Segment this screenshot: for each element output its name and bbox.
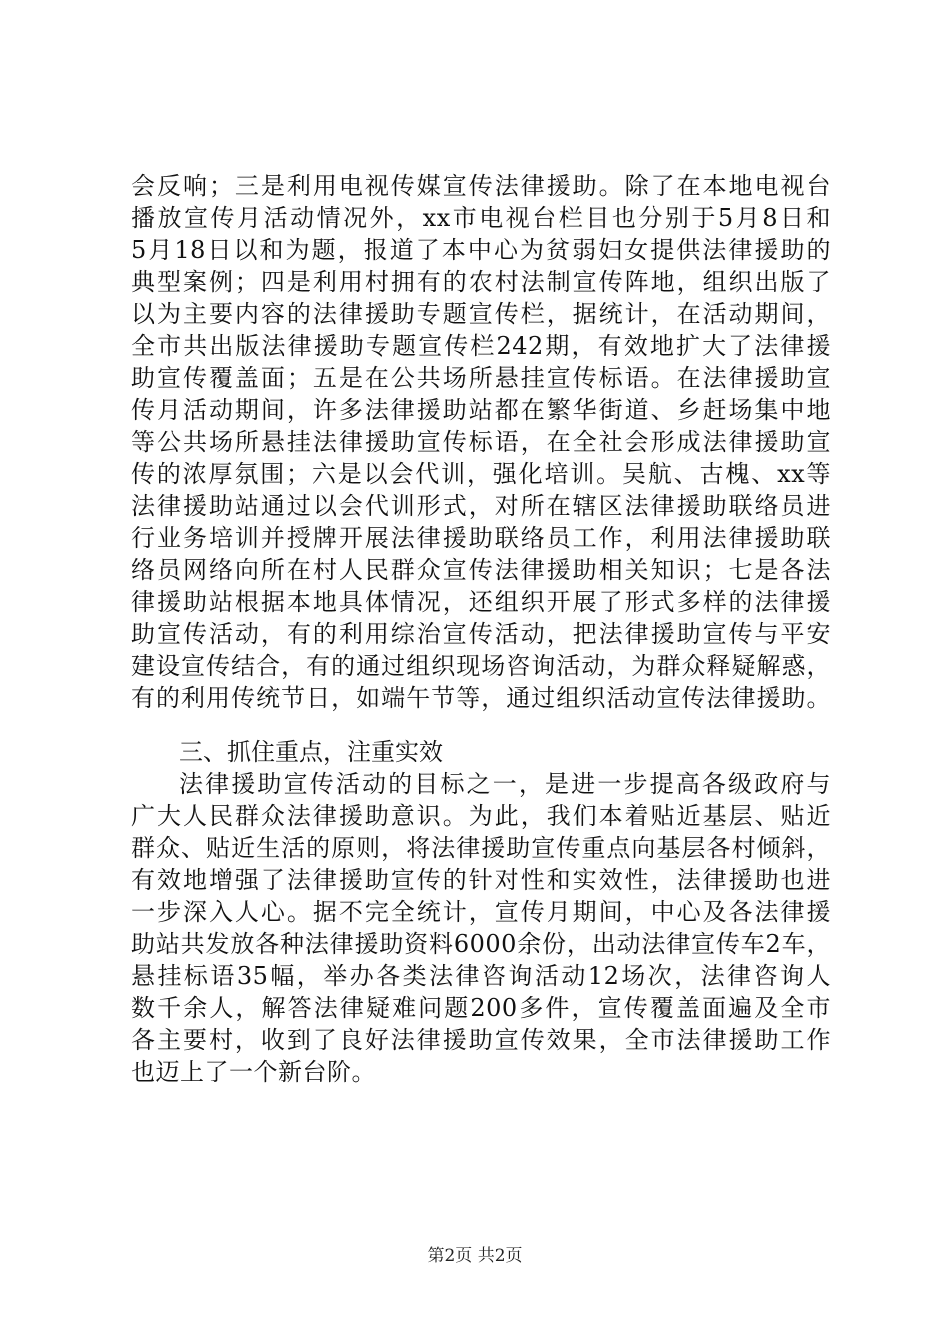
text-line: 建设宣传结合，有的通过组织现场咨询活动，为群众释疑解惑， — [131, 652, 831, 680]
text-line: 也迈上了一个新台阶。 — [131, 1058, 376, 1086]
section-3-paragraph — [131, 768, 831, 1088]
text-line: 悬挂标语35幅，举办各类法律咨询活动12场次，法律咨询人 — [131, 962, 831, 990]
text-line: 助站共发放各种法律援助资料6000余份，出动法律宣传车2车， — [131, 930, 831, 958]
text-line: 广大人民群众法律援助意识。为此，我们本着贴近基层、贴近 — [131, 802, 831, 830]
text-line: 律援助站根据本地具体情况，还组织开展了形式多样的法律援 — [131, 588, 831, 616]
text-line: 以为主要内容的法律援助专题宣传栏，据统计，在活动期间， — [131, 300, 831, 328]
text-line: 各主要村，收到了良好法律援助宣传效果，全市法律援助工作 — [131, 1026, 831, 1054]
body-text — [131, 170, 831, 1088]
text-line: 有效地增强了法律援助宣传的针对性和实效性，法律援助也进 — [131, 866, 831, 894]
page-number-footer: 第2页 共2页 — [427, 1246, 523, 1266]
text-line: 播放宣传月活动情况外，xx市电视台栏目也分别于5月8日和 — [131, 204, 831, 232]
text-line: 群众、贴近生活的原则，将法律援助宣传重点向基层各村倾斜， — [131, 834, 831, 862]
text-line: 法律援助站通过以会代训形式，对所在辖区法律援助联络员进 — [131, 492, 831, 520]
text-line: 5月18日以和为题，报道了本中心为贫弱妇女提供法律援助的 — [131, 236, 831, 264]
text-line: 络员网络向所在村人民群众宣传法律援助相关知识；七是各法 — [131, 556, 831, 584]
text-line: 会反响；三是利用电视传媒宣传法律援助。除了在本地电视台 — [131, 172, 831, 200]
text-line: 法律援助宣传活动的目标之一，是进一步提高各级政府与 — [179, 770, 831, 798]
text-line: 全市共出版法律援助专题宣传栏242期，有效地扩大了法律援 — [131, 332, 831, 360]
text-line: 传月活动期间，许多法律援助站都在繁华街道、乡赶场集中地 — [131, 396, 831, 424]
text-line: 传的浓厚氛围；六是以会代训，强化培训。吴航、古槐、xx等 — [131, 460, 831, 488]
section-heading: 三、抓住重点，注重实效 — [179, 738, 443, 766]
text-line: 一步深入人心。据不完全统计，宣传月期间，中心及各法律援 — [131, 898, 831, 926]
text-line: 典型案例；四是利用村拥有的农村法制宣传阵地，组织出版了 — [131, 268, 831, 296]
text-line: 助宣传覆盖面；五是在公共场所悬挂宣传标语。在法律援助宣 — [131, 364, 831, 392]
text-line: 有的利用传统节日，如端午节等，通过组织活动宣传法律援助。 — [131, 684, 831, 712]
text-line: 行业务培训并授牌开展法律援助联络员工作，利用法律援助联 — [131, 524, 831, 552]
text-line: 等公共场所悬挂法律援助宣传标语，在全社会形成法律援助宣 — [131, 428, 831, 456]
paragraph-1 — [131, 170, 831, 714]
text-line: 助宣传活动，有的利用综治宣传活动，把法律援助宣传与平安 — [131, 620, 831, 648]
paragraph-spacer — [131, 714, 831, 736]
text-line: 数千余人，解答法律疑难问题200多件，宣传覆盖面遍及全市 — [131, 994, 831, 1022]
